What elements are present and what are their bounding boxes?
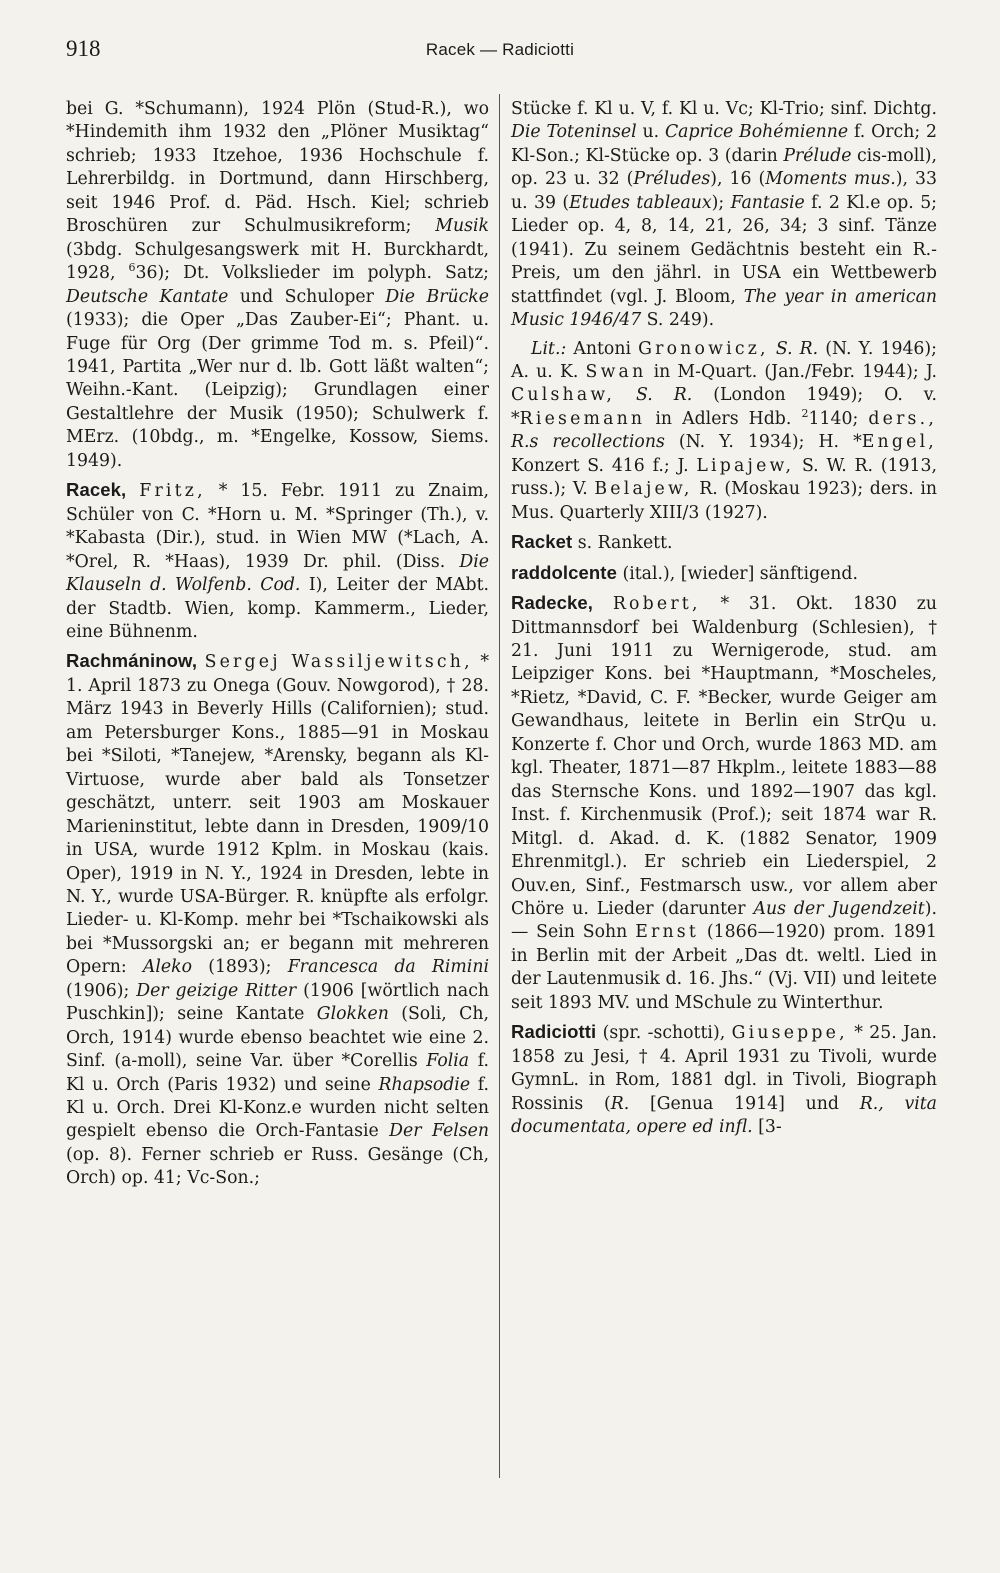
text-run: Sergej Wassiljewitsch, <box>204 652 473 673</box>
text-run: Ernst <box>635 922 700 943</box>
text-run: Aus der Jugendzeit <box>753 898 925 919</box>
text-run: Préludes <box>633 169 711 190</box>
text-run: Die Toteninsel <box>511 122 637 143</box>
text-run: Fritz, <box>139 481 206 502</box>
text-run: R., vita documentata, opere ed infl. <box>511 1093 937 1138</box>
text-run: f. Orch; 2 Kl-Son.; Kl-Stücke op. 3 (darin <box>511 122 937 166</box>
text-run: Stücke f. Kl u. V, f. Kl u. Vc; Kl-Trio; sinf. Dichtg. <box>511 99 937 119</box>
entry-rachmaninow-continued <box>511 98 937 333</box>
text-run: I), Leiter der MAbt. der Stadtb. Wien, komp. Kammerm., Lieder, eine Bühnenm. <box>66 575 490 642</box>
text-run: * 31. Okt. 1830 zu Dittmannsdorf bei Waldenburg (Schlesien), † 21. Juni 1911 zu Wernigerode, stud. am Leipziger Kons. bei *Hauptmann, *Moscheles, *Rietz, *David, C. F. *Becker, wurde Geiger am Gewandhaus, leitete in Berlin ein StrQu u. Konzerte f. Chor und Orch, wurde 1863 MD. am kgl. Theater, 1871—87 Hkplm., leitete 1883—88 das Sternsche Kons. und 1892—1907 das kgl. Inst. f. Kirchenmusik (Prof.); seit 1874 war R. Mitgl. d. Akad. d. K. (1882 Senator, 1909 Ehrenmitgl.). Er schrieb ein Liederspiel, 2 Ouv.en, Sinf., Festmarsch usw., vor allem aber Chöre u. Lieder (darunter <box>511 594 937 919</box>
text-run: (1866—1920) prom. 1891 in Berlin mit der Arbeit „Das dt. weltl. Lied in der Lautenmusik d. 16. Jhs.“ (Vj. VII) und leitete seit 1893 MV. und MSchule zu Winterthur. <box>511 922 937 1013</box>
literature-block <box>511 338 937 526</box>
text-run: (op. 8). Ferner schrieb er Russ. Gesänge (Ch, Orch) op. 41; Vc-Son.; <box>66 1144 489 1189</box>
text-run: R. (Moskau 1923); ders. in Mus. Quarterly XIII/3 (1927). <box>511 479 937 523</box>
text-run: (1933); die Oper „Das Zauber-Ei“; Phant. u. Fuge für Org (Der grimme Tod m. s. Pfeil)“. 1941, Partita „Wer nur d. lb. Gott läßt walten“; Weihn.-Kant. (Leipzig); Grundlagen einer Gestaltlehre der Musik (1950); Schulwerk f. MErz. (10bdg., m. *Engelke, Kossow, Siems. 1949). <box>66 310 489 471</box>
text-run: Der Felsen <box>389 1121 489 1142</box>
text-run: (1906 [wörtlich nach Puschkin]); seine Kantate <box>66 980 490 1025</box>
text-run: f. 2 Kl.e op. 5; Lieder op. 4, 8, 14, 21, 26, 34; 3 sinf. Tänze (1941). Zu seinem Gedächtnis besteht ein R.-Preis, um den jährl. in USA ein Wettbewerb stattfindet (vgl. J. Bloom, <box>511 192 938 307</box>
text-run: 1140; <box>808 408 869 429</box>
headword: Racket <box>511 531 573 553</box>
headword: Rachmáninow, <box>66 650 198 672</box>
text-run: [Genua 1914] und <box>629 1093 860 1114</box>
text-run: (London 1949); O. v. * <box>511 385 938 429</box>
entry-racket <box>511 530 937 555</box>
text-run: ders., <box>868 408 938 429</box>
text-run: Lit.: <box>531 338 567 359</box>
text-run: * 25. Jan. 1858 zu Jesi, † 4. April 1931 zu Tivoli, wurde GymnL. in Rom, 1881 dgl. in Tivoli, Biograph Rossinis ( <box>511 1023 937 1114</box>
text-run: S. R. <box>636 385 693 406</box>
page-number: 918 <box>66 36 101 61</box>
entry-continuation <box>66 98 489 473</box>
text-run: S. W. R. (1913, russ.); V. <box>511 455 937 500</box>
text-run: Etudes tableaux <box>569 192 712 213</box>
entry-rachmaninow <box>66 649 489 1190</box>
headword: Radecke, <box>511 592 594 614</box>
text-run: f. Kl u. Orch (Paris 1932) und seine <box>66 1051 489 1095</box>
text-run: (1906); <box>66 980 137 1001</box>
text-run: (3bdg. Schulgesangswerk mit H. Burckhardt, 1928, <box>66 239 489 284</box>
text-run: Konzert S. 416 f.; J. <box>511 455 697 476</box>
text-run: R. <box>610 1093 630 1114</box>
text-run: Giuseppe, <box>731 1023 848 1044</box>
left-column <box>66 98 489 1196</box>
text-run: Fantasie <box>730 192 805 213</box>
text-run: Aleko <box>142 957 192 978</box>
text-run: S. R. <box>775 338 819 359</box>
entry-radiciotti <box>511 1020 937 1139</box>
text-run: (ital.), [wieder] sänftigend. <box>616 563 858 584</box>
headword: raddolcente <box>511 561 617 583</box>
text-run: [3- <box>752 1117 782 1138</box>
text-run: Robert, <box>612 594 701 615</box>
text-run: Lipajew, <box>696 455 795 476</box>
text-run: Die Brücke <box>385 286 489 307</box>
text-run: (Soli, Ch, Orch, 1914) wurde ebenso beachtet wie eine 2. Sinf. (a-moll), seine Var. über *Corellis <box>66 1004 489 1072</box>
text-run: 36); Dt. Volkslieder im polyph. Satz; <box>135 263 489 284</box>
text-run: Antoni <box>566 338 639 359</box>
running-title: Racek — Radiciotti <box>425 40 575 59</box>
text-run: The year in american Music 1946/47 <box>511 286 938 331</box>
text-run: Folia <box>426 1051 470 1072</box>
text-run: Caprice Bohémienne <box>664 122 849 143</box>
text-run: ), 33 u. 39 ( <box>511 169 938 213</box>
text-run <box>615 385 636 405</box>
text-run: (N. Y. 1934); H. * <box>664 432 862 453</box>
text-run: Glokken <box>316 1004 389 1025</box>
text-run: bei G. *Schumann), 1924 Plön (Stud-R.), wo *Hindemith ihm 1932 den „Plöner Musiktag“ schrieb; 1933 Itzehoe, 1936 Hochschule f. Lehrerbildg. in Dortmund, dann Hirschberg, seit 1946 Prof. d. Päd. Hsch. Kiel; schrieb Broschüren zur Schulmusikreform; <box>66 99 489 237</box>
text-run: (N. Y. 1946); A. u. K. <box>511 338 937 382</box>
text-run: u. <box>636 122 665 143</box>
text-run: Swan <box>585 361 647 382</box>
text-run: Prélude <box>783 145 852 166</box>
text-run: Belajew, <box>594 479 693 500</box>
text-run: 2 <box>801 407 809 421</box>
text-run <box>769 339 776 359</box>
text-run: und Schuloper <box>228 286 386 307</box>
text-run: Riesemann <box>519 408 646 429</box>
text-run: Culshaw, <box>511 385 616 406</box>
text-run: Musik <box>435 216 489 237</box>
headword: Racek, <box>66 479 127 501</box>
text-run: Francesca da Rimini <box>287 957 489 978</box>
text-run: Rhapsodie <box>378 1074 471 1095</box>
right-column <box>511 98 937 1144</box>
headword: Radiciotti <box>511 1021 597 1043</box>
text-run: cis-moll), op. 23 u. 32 ( <box>511 145 937 190</box>
text-run: s. Rankett. <box>572 533 673 554</box>
page-header <box>66 36 934 70</box>
entry-radecke <box>511 591 937 1015</box>
text-run: (1893); <box>192 957 288 978</box>
text-run: 6 <box>128 261 136 275</box>
text-run: ), 16 ( <box>710 169 766 190</box>
text-run: f. Kl u. Orch. Drei Kl-Konz.e wurden nicht selten gespielt ebenso die Orch-Fantasie <box>66 1074 489 1142</box>
text-run: ). — Sein Sohn <box>511 898 937 943</box>
text-run: in Adlers Hdb. <box>645 408 802 429</box>
entry-raddolcente <box>511 561 937 586</box>
text-run: Die Klauseln d. Wolfenb. Cod. <box>66 551 489 596</box>
text-run: Gronowicz, <box>638 338 769 359</box>
text-run: S. 249). <box>641 310 715 331</box>
column-divider <box>499 94 500 1478</box>
text-run: (spr. -schotti), <box>596 1023 732 1044</box>
text-run: R.s recollections <box>511 432 665 453</box>
entry-racek <box>66 478 489 644</box>
text-run: in M-Quart. (Jan./Febr. 1944); J. <box>646 361 937 382</box>
text-run: * 15. Febr. 1911 zu Znaim, Schüler von C. *Horn u. M. *Springer (Th.), v. *Kabasta (Dir.), stud. in Wien MW (*Lach, A. *Orel, R. *Haas), 1939 Dr. phil. (Diss. <box>66 481 489 572</box>
text-run: ); <box>711 192 731 213</box>
text-run: * 1. April 1873 zu Onega (Gouv. Nowgorod), † 28. März 1943 in Beverly Hills (Californien); stud. am Petersburger Kons., 1885—91 in Moskau bei *Siloti, *Tanejew, *Arensky, begann als Kl-Virtuose, wurde aber bald als Tonsetzer geschätzt, unterr. seit 1903 am Moskauer Marieninstitut, lebte dann in Dresden, 1909/10 in USA, wurde 1912 Kplm. in Moskau (kais. Oper), 1919 in N. Y., 1924 in Dresden, lebte in N. Y., wurde USA-Bürger. R. knüpfte als erfolgr. Lieder- u. Kl-Komp. mehr bei *Tschaikowski als bei *Mussorgski an; er begann mit mehreren Opern: <box>66 652 489 978</box>
text-run: Engel, <box>861 432 937 453</box>
text-run: Deutsche Kantate <box>66 286 229 307</box>
text-run: Moments mus. <box>765 169 896 190</box>
text-run: Der geizige Ritter <box>136 980 297 1001</box>
